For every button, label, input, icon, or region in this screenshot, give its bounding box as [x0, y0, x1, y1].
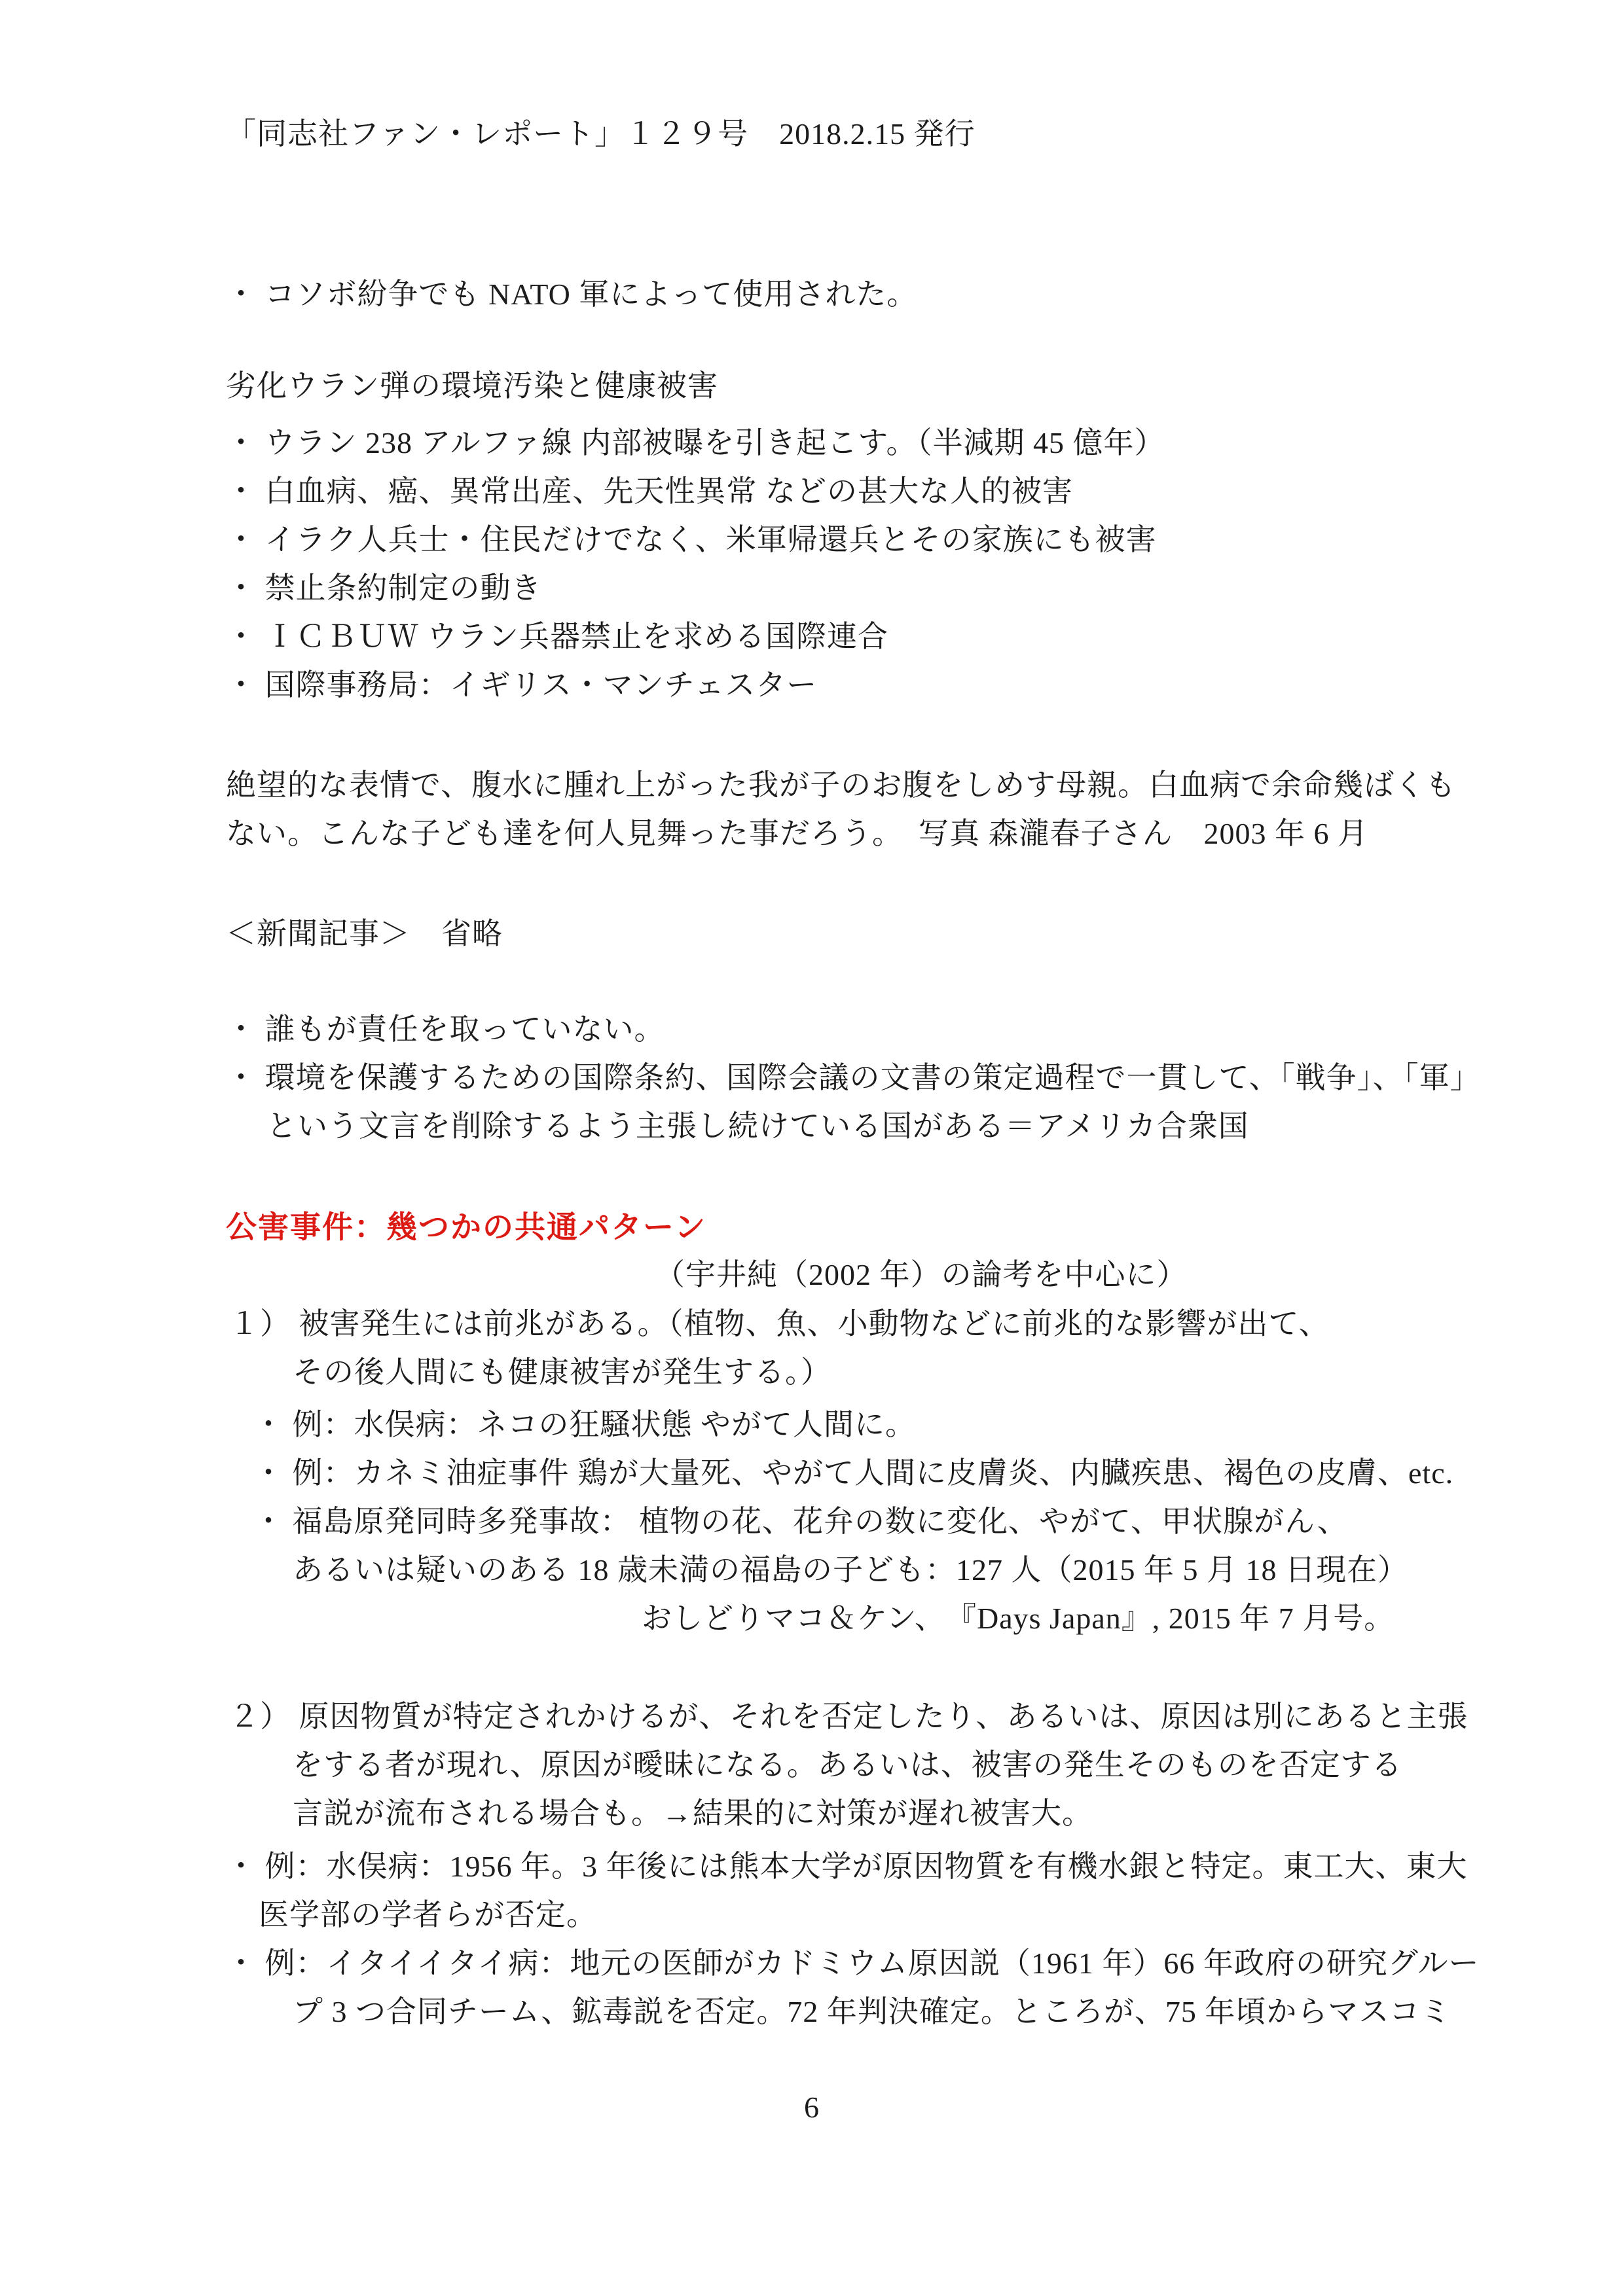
bullet-uranium-238: ・ ウラン 238 アルファ線 内部被曝を引き起こす。（半減期 45 億年） — [226, 426, 1165, 459]
bullet-example-itai-itai: ・ 例：イタイイタイ病：地元の医師がカドミウム原因説（1961 年）66 年政府の研究グルー — [226, 1946, 1480, 1980]
bullet-environment-treaty: ・ 環境を保護するための国際条約、国際会議の文書の策定過程で一貫して、「戦争」、「軍」 — [226, 1061, 1481, 1094]
report-header: 「同志社ファン・レポート」１２９号 2018.2.15 発行 — [226, 117, 976, 151]
numbered-item-1-continuation: その後人間にも健康被害が発生する。） — [293, 1355, 831, 1389]
bullet-no-responsibility: ・ 誰もが責任を取っていない。 — [226, 1013, 665, 1046]
bullet-example-minamata-1956: ・ 例：水俣病：1956 年。3 年後には熊本大学が原因物質を有機水銀と特定。東工大、東大 — [226, 1850, 1468, 1883]
bullet-international-office: ・ 国際事務局：イギリス・マンチェスター — [226, 668, 818, 702]
bullet-kosovo-nato: ・ コソボ紛争でも NATO 軍によって使用された。 — [226, 278, 918, 311]
bullet-treaty-movement: ・ 禁止条約制定の動き — [226, 571, 542, 605]
photo-caption-line-1: 絶望的な表情で、腹水に腫れ上がった我が子のお腹をしめす母親。白血病で余命幾ばくも — [226, 768, 1457, 802]
newspaper-article-note: ＜新聞記事＞ 省略 — [226, 917, 503, 950]
sub-bullet-minamata-cats: ・ 例：水俣病：ネコの狂騒状態 やがて人間に。 — [253, 1408, 916, 1441]
page-number: 6 — [804, 2090, 819, 2124]
sub-bullet-fukushima-continuation: あるいは疑いのある 18 歳未満の福島の子ども：127 人（2015 年 5 月 18 日現在） — [293, 1553, 1408, 1587]
numbered-item-2-continuation-1: をする者が現れ、原因が曖昧になる。あるいは、被害の発生そのものを否定する — [293, 1748, 1402, 1782]
bullet-example-itai-itai-continuation: プ 3 つ合同チーム、鉱毒説を否定。72 年判決確定。ところが、75 年頃からマスコミ — [293, 1995, 1451, 2028]
citation-days-japan: おしどりマコ＆ケン、 『Days Japan』, 2015 年 7 月号。 — [642, 1602, 1395, 1635]
sub-bullet-fukushima: ・ 福島原発同時多発事故： 植物の花、花弁の数に変化、やがて、甲状腺がん、 — [253, 1505, 1348, 1538]
bullet-example-minamata-continuation: 医学部の学者らが否定。 — [259, 1898, 597, 1931]
numbered-item-2: ２） 原因物質が特定されかけるが、それを否定したり、あるいは、原因は別にあると主張 — [229, 1700, 1468, 1733]
bullet-leukemia: ・ 白血病、癌、異常出産、先天性異常 などの甚大な人的被害 — [226, 475, 1073, 508]
bullet-icbuw: ・ ＩＣＢＵＷ ウラン兵器禁止を求める国際連合 — [226, 620, 888, 653]
heading-depleted-uranium: 劣化ウラン弾の環境汚染と健康被害 — [226, 369, 718, 403]
numbered-item-1: １） 被害発生には前兆がある。（植物、魚、小動物などに前兆的な影響が出て、 — [229, 1307, 1330, 1340]
numbered-item-2-continuation-2: 言説が流布される場合も。→結果的に対策が遅れ被害大。 — [293, 1797, 1093, 1830]
bullet-environment-treaty-continuation: という文言を削除するよう主張し続けている国がある＝アメリカ合衆国 — [266, 1109, 1249, 1143]
photo-caption-line-2: ない。こんな子ども達を何人見舞った事だろう。 写真 森瀧春子さん 2003 年 6 月 — [226, 817, 1368, 850]
sub-bullet-kanemi-oil: ・ 例：カネミ油症事件 鶏が大量死、やがて人間に皮膚炎、内臓疾患、褐色の皮膚、etc. — [253, 1456, 1454, 1490]
bullet-iraq-soldiers: ・ イラク人兵士・住民だけでなく、米軍帰還兵とその家族にも被害 — [226, 523, 1157, 556]
attribution-ui-jun: （宇井純（2002 年）の論考を中心に） — [655, 1258, 1188, 1291]
heading-pollution-cases: 公害事件：幾つかの共通パターン — [226, 1210, 707, 1244]
